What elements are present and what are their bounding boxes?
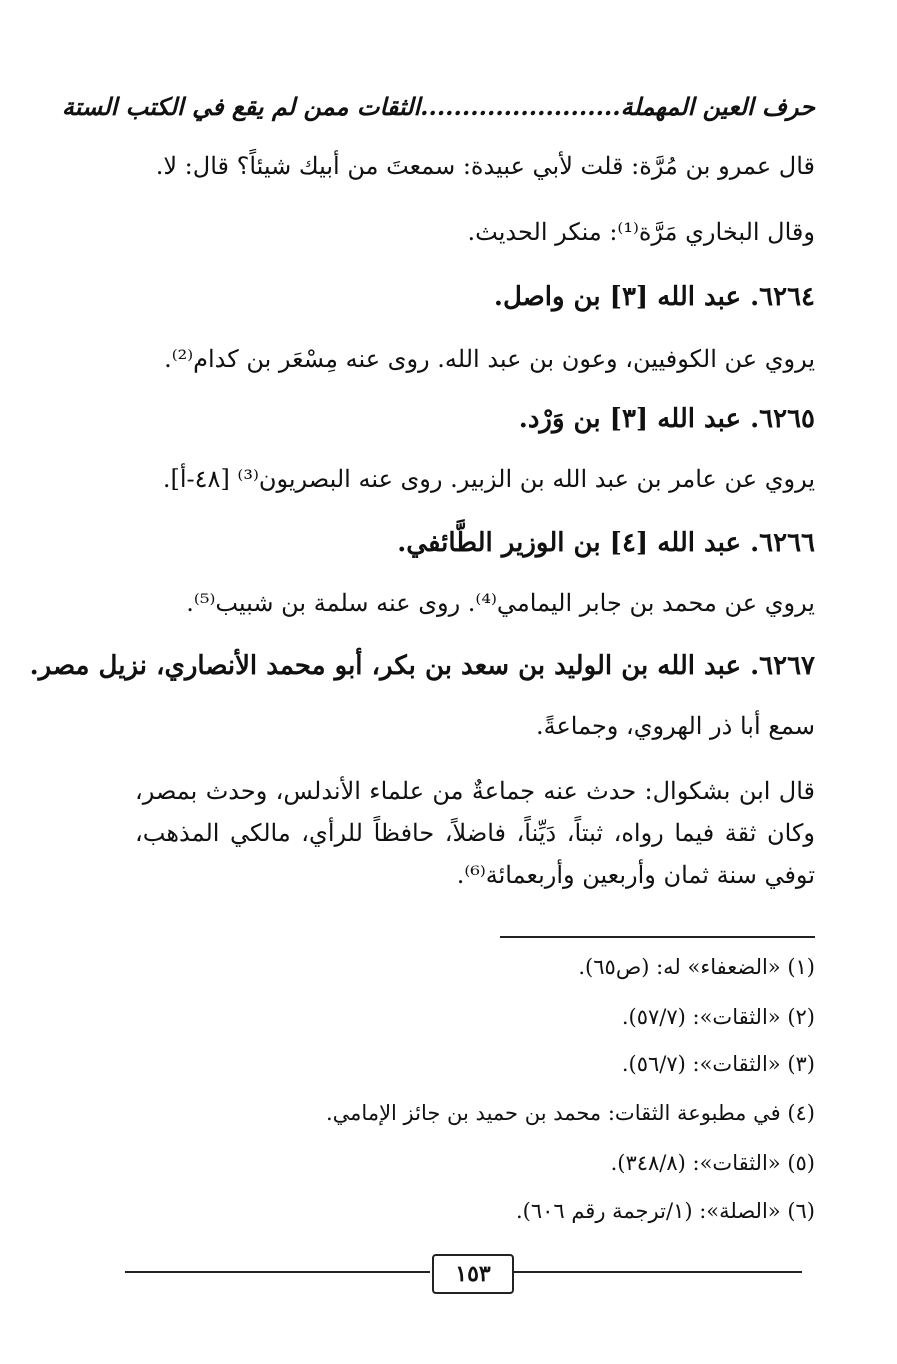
- footnote-divider: [500, 936, 815, 938]
- text-line: يروي عن محمد بن جابر اليمامي⁽⁴⁾. روى عنه سلمة بن شبيب⁽⁵⁾.: [186, 589, 815, 617]
- footnote: (٥) «الثقات»: (٣٤٨/٨).: [610, 1151, 815, 1175]
- page-number: ١٥٣: [432, 1254, 514, 1294]
- footer-rule-right: [512, 1271, 802, 1273]
- footnote: (٣) «الثقات»: (٥٦/٧).: [621, 1052, 815, 1076]
- text-line: قال عمرو بن مُرَّة: قلت لأبي عبيدة: سمعتَ من أبيك شيئاً؟ قال: لا.: [155, 152, 815, 180]
- running-header: حرف العين المهملة........................الثقات ممن لم يقع في الكتب الستة: [61, 92, 815, 121]
- text-line: يروي عن الكوفيين، وعون بن عبد الله. روى عنه مِسْعَر بن كدام⁽²⁾.: [164, 345, 815, 373]
- footnote: (٤) في مطبوعة الثقات: محمد بن حميد بن جائز الإمامي.: [326, 1101, 815, 1125]
- biography-paragraph: قال ابن بشكوال: حدث عنه جماعةٌ من علماء الأندلس، وحدث بمصر، وكان ثقة فيما رواه، ثبتاً، دَيِّناً، فاضلاً، حافظاً للرأي، مالكي المذهب، توفي سنة ثمان وأربعين وأربعمائة⁽⁶⁾.: [135, 777, 815, 889]
- text-line: وقال البخاري مَرَّة⁽¹⁾: منكر الحديث.: [467, 218, 815, 246]
- text-line: يروي عن عامر بن عبد الله بن الزبير. روى عنه البصريون⁽³⁾ [٤٨-أ].: [162, 465, 815, 493]
- footer-rule-left: [125, 1271, 430, 1273]
- entry-heading-6264: ٦٢٦٤. عبد الله [٣] بن واصل.: [493, 282, 815, 312]
- entry-heading-6266: ٦٢٦٦. عبد الله [٤] بن الوزير الطَّائفي.: [397, 528, 815, 558]
- footnote: (١) «الضعفاء» له: (ص٦٥).: [578, 955, 815, 979]
- entry-heading-6267: ٦٢٦٧. عبد الله بن الوليد بن سعد بن بكر، أبو محمد الأنصاري، نزيل مصر.: [29, 651, 815, 681]
- entry-heading-6265: ٦٢٦٥. عبد الله [٣] بن وَرْد.: [518, 404, 815, 434]
- text-line: سمع أبا ذر الهروي، وجماعةً.: [535, 712, 815, 740]
- footnote: (٦) «الصلة»: (١/ترجمة رقم ٦٠٦).: [515, 1199, 815, 1223]
- footnote: (٢) «الثقات»: (٥٧/٧).: [621, 1005, 815, 1029]
